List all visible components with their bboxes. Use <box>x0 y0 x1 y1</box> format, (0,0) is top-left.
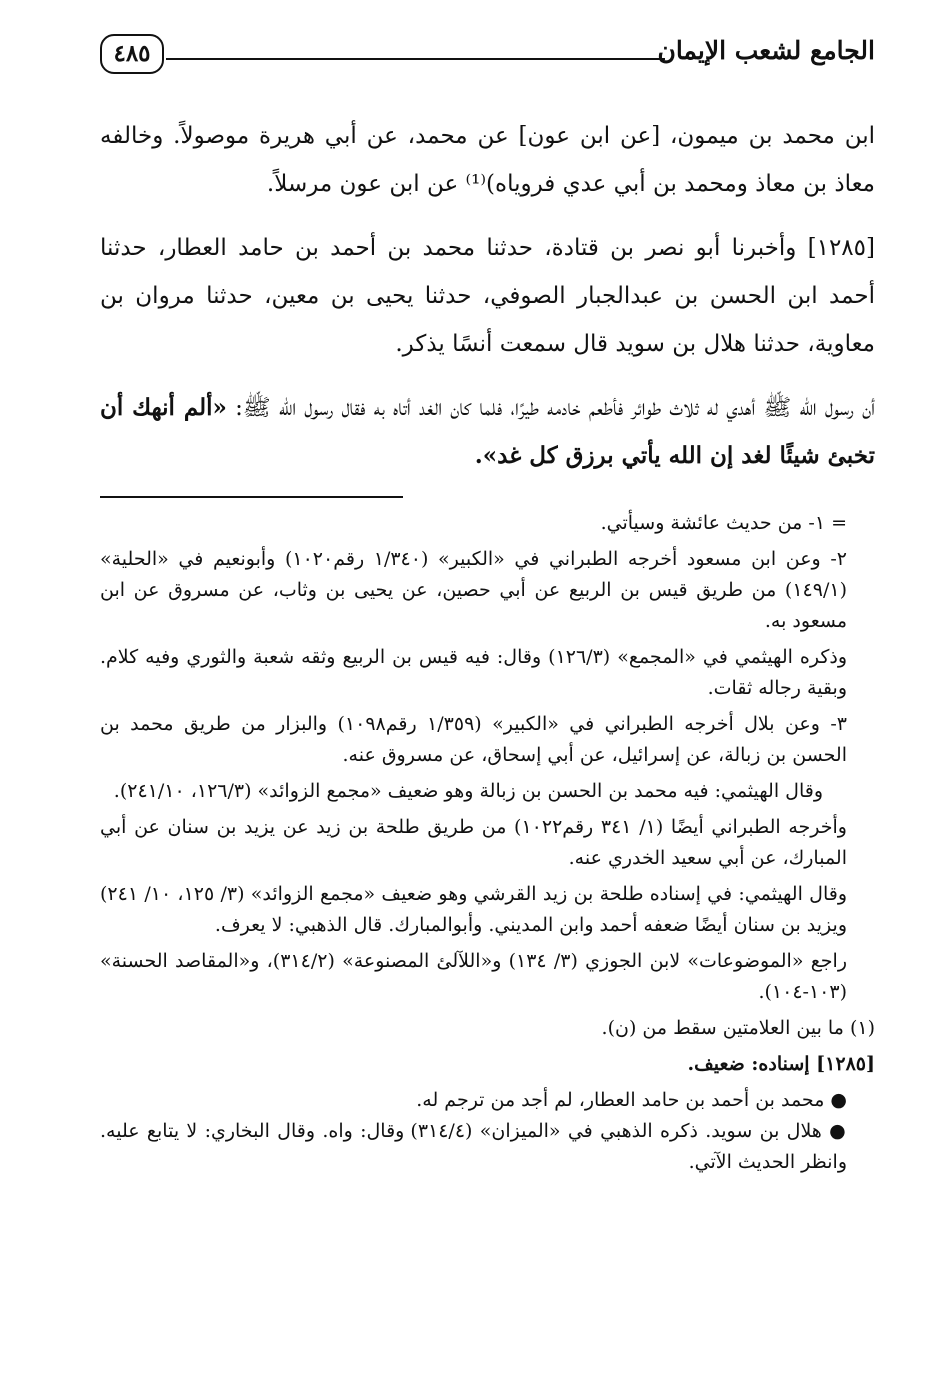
page-header <box>100 28 875 78</box>
footnote-bullet: ● محمد بن أحمد بن حامد العطار، لم أجد من ترجم له. <box>416 1089 847 1111</box>
main-text <box>100 112 875 480</box>
footnote-line: وأخرجه الطبراني أيضًا (١/ ٣٤١ رقم١٠٢٢) من طريق طلحة بن زيد عن يزيد بن سنان عن أبي المبارك، عن أبي سعيد الخدري عنه. <box>100 816 847 869</box>
book-page <box>100 28 875 1178</box>
footnote-line: = ١- من حديث عائشة وسيأتي. <box>600 512 847 534</box>
footnote-line: ٣- وعن بلال أخرجه الطبراني في «الكبير» (١/٣٥٩ رقم١٠٩٨) والبزار من طريق محمد بن الحسن بن زبالة، عن إسرائيل، عن أبي إسحاق، عن مسروق عنه. <box>100 713 847 766</box>
footnote-line: ٢- وعن ابن مسعود أخرجه الطبراني في «الكبير» (١/٣٤٠ رقم١٠٢٠) وأبونعيم في «الحلية» (١٤٩/١) من طريق قيس بن الربيع عن أبي حصين، عن يحيى بن وثاب، عن مسروق عن ابن مسعود به. <box>100 548 847 632</box>
footnote-line: وذكره الهيثمي في «المجمع» (١٢٦/٣) وقال: فيه قيس بن الربيع وثقه شعبة والثوري وفيه كلام. وبقية رجاله ثقات. <box>100 646 847 699</box>
paragraph-isnad: [١٢٨٥] وأخبرنا أبو نصر بن قتادة، حدثنا محمد بن أحمد بن حامد العطار، حدثنا أحمد ابن الحسن بن عبدالجبار الصوفي، حدثنا يحيى بن معين، حدثنا مروان بن معاوية، حدثنا هلال بن سويد قال سمعت أنسًا يذكر. <box>100 235 875 357</box>
footnote-line: راجع «الموضوعات» لابن الجوزي (٣/ ١٣٤) و«اللآلئ المصنوعة» (٣١٤/٢)، و«المقاصد الحسنة» (١٠٣-١٠٤). <box>100 950 848 1003</box>
hadith-quote: «ألم أنهك أن تخبئ شيئًا لغد إن الله يأتي برزق كل غد». <box>100 394 875 469</box>
page-number: ٤٨٥ <box>100 34 164 74</box>
paragraph-continuation: ابن محمد بن ميمون، [عن ابن عون] عن محمد، عن أبي هريرة موصولاً. وخالفه معاذ بن معاذ ومحمد بن أبي عدي فروياه)⁽¹⁾ عن ابن عون مرسلاً. <box>100 123 875 197</box>
paragraph-matn <box>100 384 875 480</box>
footnote-bullet: ● هلال بن سويد. ذكره الذهبي في «الميزان» (٣١٤/٤) وقال: واه. وقال البخاري: لا يتابع عليه. وانظر الحديث الآتي. <box>100 1120 847 1173</box>
footnote-line: وقال الهيثمي: فيه محمد بن الحسن بن زبالة وهو ضعيف «مجمع الزوائد» (١٢٦/٣، ٢٤١/١٠). <box>113 780 823 802</box>
matn-text: أن رسول الله ﷺ أهدي له ثلاث طوائر فأطعم خادمه طيرًا، فلما كان الغد أتاه به فقال رسول الله ﷺ: <box>235 395 876 421</box>
footnotes <box>100 508 875 1178</box>
footnote-separator <box>100 496 403 498</box>
footnote-line: (١) ما بين العلامتين سقط من (ن). <box>601 1017 875 1039</box>
running-title: الجامع لشعب الإيمان <box>657 36 875 65</box>
footnote-line: وقال الهيثمي: في إسناده طلحة بن زيد القرشي وهو ضعيف «مجمع الزوائد» (٣/ ١٢٥، ١٠/ ٢٤١) ويزيد بن سنان أيضًا ضعفه أحمد وابن المديني. وأبوالمبارك. قال الذهبي: لا يعرف. <box>100 883 848 936</box>
footnote-isnad-grade: [١٢٨٥] إسناده: ضعيف. <box>687 1053 875 1075</box>
header-rule <box>166 58 665 60</box>
